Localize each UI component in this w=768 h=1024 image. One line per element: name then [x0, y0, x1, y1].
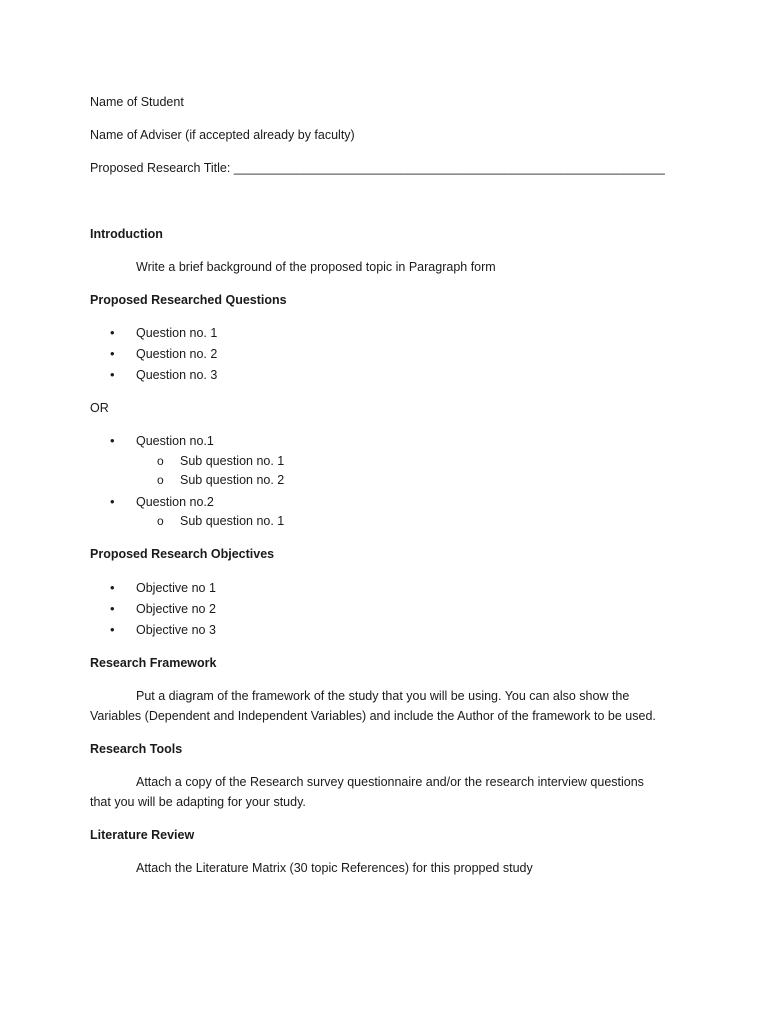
- list-item: Objective no 2: [136, 602, 216, 616]
- tools-heading: Research Tools: [90, 742, 183, 756]
- bullet-icon: •: [110, 367, 115, 382]
- proposed-title-label: Proposed Research Title: ______________________________________________________________: [90, 161, 665, 175]
- questions-heading: Proposed Researched Questions: [90, 293, 287, 307]
- list-item: Question no. 3: [136, 368, 218, 382]
- list-item: Question no. 1: [136, 326, 218, 340]
- introduction-body: Write a brief background of the proposed topic in Paragraph form: [136, 260, 496, 274]
- literature-heading: Literature Review: [90, 828, 195, 842]
- list-item: Question no. 2: [136, 347, 218, 361]
- name-of-student-label: Name of Student: [90, 95, 184, 109]
- sub-list-item: Sub question no. 1: [180, 454, 285, 468]
- name-of-adviser-label: Name of Adviser (if accepted already by faculty): [90, 128, 355, 142]
- sub-bullet-icon: o: [157, 514, 164, 528]
- bullet-icon: •: [110, 622, 115, 637]
- tools-body-line-2: that you will be adapting for your study.: [90, 795, 306, 809]
- bullet-icon: •: [110, 494, 115, 509]
- bullet-icon: •: [110, 325, 115, 340]
- framework-body-line-1: Put a diagram of the framework of the study that you will be using. You can also show the: [136, 689, 630, 703]
- sub-bullet-icon: o: [157, 454, 164, 468]
- objectives-heading: Proposed Research Objectives: [90, 547, 275, 561]
- list-item: Objective no 3: [136, 623, 216, 637]
- or-label: OR: [90, 401, 109, 415]
- framework-heading: Research Framework: [90, 656, 217, 670]
- framework-body-line-2: Variables (Dependent and Independent Variables) and include the Author of the framework to be used.: [90, 709, 656, 723]
- tools-body-line-1: Attach a copy of the Research survey questionnaire and/or the research interview questions: [136, 775, 644, 789]
- introduction-heading: Introduction: [90, 227, 163, 241]
- bullet-icon: •: [110, 601, 115, 616]
- sub-bullet-icon: o: [157, 473, 164, 487]
- sub-list-item: Sub question no. 1: [180, 514, 285, 528]
- list-item: Question no.2: [136, 495, 214, 509]
- list-item: Objective no 1: [136, 581, 216, 595]
- bullet-icon: •: [110, 433, 115, 448]
- bullet-icon: •: [110, 346, 115, 361]
- literature-body: Attach the Literature Matrix (30 topic References) for this propped study: [136, 861, 533, 875]
- bullet-icon: •: [110, 580, 115, 595]
- list-item: Question no.1: [136, 434, 214, 448]
- sub-list-item: Sub question no. 2: [180, 473, 285, 487]
